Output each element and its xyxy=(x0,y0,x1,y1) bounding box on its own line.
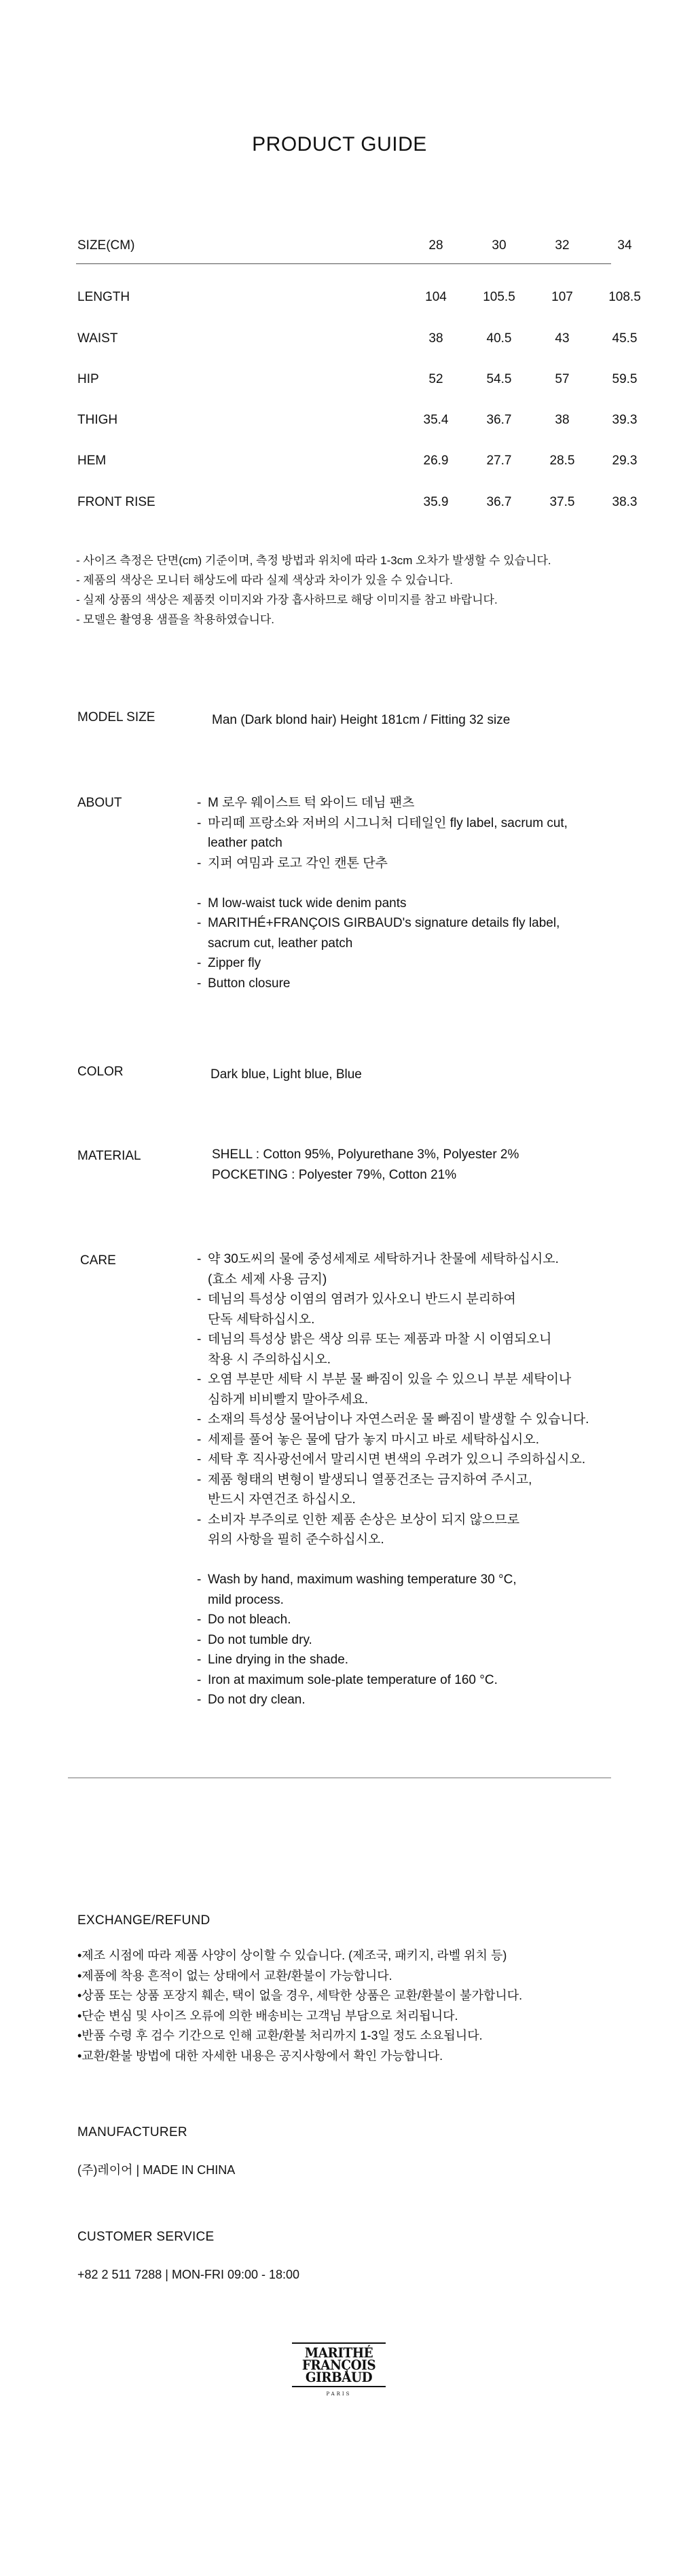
cell: 38 xyxy=(555,413,570,427)
size-row-length xyxy=(75,290,641,317)
model-size-label: MODEL SIZE xyxy=(77,710,155,724)
exchange-label: EXCHANGE/REFUND xyxy=(77,1913,210,1928)
cell: 45.5 xyxy=(612,331,638,346)
cell: 27.7 xyxy=(486,454,512,468)
material-label: MATERIAL xyxy=(77,1149,141,1163)
exchange-item: •제조 시점에 따라 제품 사양이 상이할 수 있습니다. (제조국, 패키지, 라벨 위치 등) xyxy=(77,1949,507,1962)
size-row-hem xyxy=(75,454,638,481)
care-item-continued: 착용 시 주의하십시오. xyxy=(208,1352,331,1367)
manufacturer-text: (주)레이어 | MADE IN CHINA xyxy=(77,2163,236,2177)
cell: 29.3 xyxy=(612,454,638,468)
exchange-item: •상품 또는 상품 포장지 훼손, 택이 없을 경우, 세탁한 상품은 교환/환불이 불가합니다. xyxy=(77,1989,523,2002)
care-item: - Do not tumble dry. xyxy=(197,1630,589,1651)
care-item: - Iron at maximum sole-plate temperature of 160 °C. xyxy=(197,1670,589,1691)
material-text xyxy=(212,1145,519,1185)
care-list xyxy=(197,1249,589,1710)
material-shell: SHELL : Cotton 95%, Polyurethane 3%, Polyester 2% xyxy=(212,1147,519,1162)
cell: 52 xyxy=(428,372,443,386)
about-item: - Zipper fly xyxy=(197,953,568,974)
care-item-continued: 위의 사항을 필히 준수하십시오. xyxy=(208,1532,384,1547)
cell: 26.9 xyxy=(423,454,449,468)
cell: 38.3 xyxy=(612,495,638,509)
cell: 107 xyxy=(551,290,573,304)
care-item: - 오염 부분만 세탁 시 부분 물 빠짐이 있을 수 있으니 부분 세탁이나 xyxy=(197,1369,589,1390)
care-item: - 소비자 부주의로 인한 제품 손상은 보상이 되지 않으므로 xyxy=(197,1510,589,1530)
exchange-list xyxy=(77,1946,522,2066)
size-row-front-rise xyxy=(75,495,638,522)
size-col-30: 30 xyxy=(492,238,507,253)
about-item: - MARITHÉ+FRANÇOIS GIRBAUD's signature details fly label, xyxy=(197,913,568,934)
cell: 43 xyxy=(555,331,570,346)
customer-service-text: +82 2 511 7288 | MON-FRI 09:00 - 18:00 xyxy=(77,2268,300,2281)
color-label: COLOR xyxy=(77,1065,124,1079)
exchange-item: •단순 변심 및 사이즈 오류에 의한 배송비는 고객님 부담으로 처리됩니다. xyxy=(77,2008,458,2023)
note-line: - 모델은 촬영용 샘플을 착용하였습니다. xyxy=(76,613,275,626)
care-item: - 세제를 풀어 놓은 물에 담가 놓지 마시고 바로 세탁하십시오. xyxy=(197,1430,589,1450)
note-line: - 사이즈 측정은 단면(cm) 기준이며, 측정 방법과 위치에 따라 1-3cm 오차가 발생할 수 있습니다. xyxy=(76,554,551,567)
logo-line-2: FRANÇOIS xyxy=(301,2357,376,2373)
cell: 54.5 xyxy=(486,372,512,386)
note-line: - 실제 상품의 색상은 제품컷 이미지와 가장 흡사하므로 해당 이미지를 참고 바랍니다. xyxy=(76,593,498,606)
care-item: - Line drying in the shade. xyxy=(197,1650,589,1670)
care-item: - 약 30도씨의 물에 중성세제로 세탁하거나 찬물에 세탁하십시오. xyxy=(197,1249,589,1270)
cell: 59.5 xyxy=(612,372,638,386)
size-table-header xyxy=(75,238,632,265)
size-col-28: 28 xyxy=(428,238,443,253)
care-item: - 소재의 특성상 물어남이나 자연스러운 물 빠짐이 발생할 수 있습니다. xyxy=(197,1410,589,1430)
cell: 37.5 xyxy=(549,495,575,509)
about-item: - Button closure xyxy=(197,974,568,994)
row-label: HIP xyxy=(77,372,99,386)
exchange-item: •교환/환불 방법에 대한 자세한 내용은 공지사항에서 확인 가능합니다. xyxy=(77,2048,443,2063)
about-item-continued: leather patch xyxy=(208,836,282,850)
cell: 104 xyxy=(425,290,447,304)
size-table-divider xyxy=(76,263,611,264)
size-header-label: SIZE(CM) xyxy=(77,238,135,253)
care-item-continued: 반드시 자연건조 하십시오. xyxy=(208,1492,356,1507)
care-item: - 제품 형태의 변형이 발생되니 열풍건조는 금지하여 주시고, xyxy=(197,1470,589,1490)
cell: 108.5 xyxy=(608,290,641,304)
size-row-thigh xyxy=(75,413,638,440)
care-item: - 세탁 후 직사광선에서 말리시면 변색의 우려가 있으니 주의하십시오. xyxy=(197,1450,589,1470)
customer-service-label: CUSTOMER SERVICE xyxy=(77,2230,215,2244)
size-col-32: 32 xyxy=(555,238,570,253)
cell: 105.5 xyxy=(483,290,515,304)
care-item-continued: 심하게 비비빨지 말아주세요. xyxy=(208,1392,369,1407)
logo-line-1: MARITHÉ xyxy=(304,2344,373,2361)
care-item: - Do not bleach. xyxy=(197,1610,589,1630)
cell: 38 xyxy=(428,331,443,346)
cell: 36.7 xyxy=(486,495,512,509)
cell: 57 xyxy=(555,372,570,386)
note-line: - 제품의 색상은 모니터 해상도에 따라 실제 색상과 차이가 있을 수 있습니다. xyxy=(76,574,453,587)
about-item: - M low-waist tuck wide denim pants xyxy=(197,894,568,914)
care-item-continued: 단독 세탁하십시오. xyxy=(208,1312,315,1327)
brand-logo xyxy=(288,2342,390,2406)
care-item: - Do not dry clean. xyxy=(197,1690,589,1710)
care-item: - 데님의 특성상 밝은 색상 의류 또는 제품과 마찰 시 이염되오니 xyxy=(197,1329,589,1350)
manufacturer-label: MANUFACTURER xyxy=(77,2125,187,2139)
cell: 35.9 xyxy=(423,495,449,509)
about-label: ABOUT xyxy=(77,796,122,810)
cell: 39.3 xyxy=(612,413,638,427)
row-label: THIGH xyxy=(77,413,118,427)
about-list xyxy=(197,793,568,993)
about-item: - 지퍼 여밈과 로고 각인 캔톤 단추 xyxy=(197,853,568,874)
size-notes xyxy=(76,551,551,629)
exchange-item: •제품에 착용 흔적이 없는 상태에서 교환/환불이 가능합니다. xyxy=(77,1968,392,1983)
care-item-continued: (효소 세제 사용 금지) xyxy=(208,1272,327,1287)
model-size-text: Man (Dark blond hair) Height 181cm / Fitting 32 size xyxy=(212,713,511,727)
row-label: LENGTH xyxy=(77,290,130,304)
page-title: PRODUCT GUIDE xyxy=(252,133,427,155)
care-item: - Wash by hand, maximum washing temperature 30 °C, xyxy=(197,1570,589,1590)
logo-line-3: GIRBAUD xyxy=(305,2369,373,2385)
cell: 35.4 xyxy=(423,413,449,427)
about-item-continued: sacrum cut, leather patch xyxy=(208,936,353,951)
color-text: Dark blue, Light blue, Blue xyxy=(210,1067,362,1082)
care-item-continued: mild process. xyxy=(208,1592,284,1607)
cell: 28.5 xyxy=(549,454,575,468)
row-label: HEM xyxy=(77,454,107,468)
size-row-hip xyxy=(75,372,638,399)
cell: 36.7 xyxy=(486,413,512,427)
about-item: - 마리떼 프랑소와 저버의 시그니처 디테일인 fly label, sacrum cut, xyxy=(197,813,568,834)
exchange-item: •반품 수령 후 검수 기간으로 인해 교환/환불 처리까지 1-3일 정도 소요됩니다. xyxy=(77,2029,483,2042)
care-item: - 데님의 특성상 이염의 염려가 있사오니 반드시 분리하여 xyxy=(197,1289,589,1310)
material-pocketing: POCKETING : Polyester 79%, Cotton 21% xyxy=(212,1168,457,1182)
row-label: FRONT RISE xyxy=(77,495,155,509)
about-item: - M 로우 웨이스트 턱 와이드 데님 팬츠 xyxy=(197,793,568,813)
size-row-waist xyxy=(75,331,638,358)
row-label: WAIST xyxy=(77,331,118,346)
care-label: CARE xyxy=(80,1253,116,1268)
cell: 40.5 xyxy=(486,331,512,346)
logo-sub: PARIS xyxy=(326,2391,352,2397)
size-col-34: 34 xyxy=(617,238,632,253)
